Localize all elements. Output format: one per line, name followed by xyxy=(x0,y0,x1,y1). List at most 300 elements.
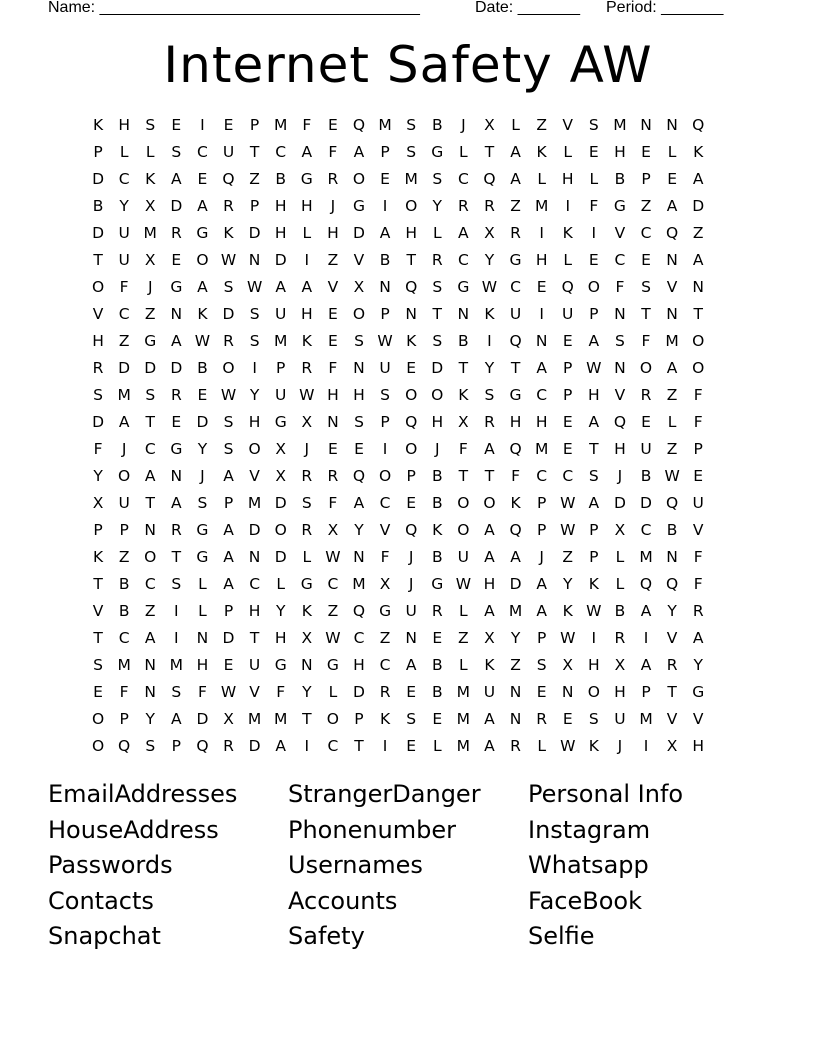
grid-letter: E xyxy=(327,332,338,350)
grid-letter: Y xyxy=(197,440,208,458)
grid-letter: A xyxy=(484,521,495,539)
grid-letter: A xyxy=(588,332,600,350)
grid-letter: R xyxy=(510,224,521,242)
grid-letter: N xyxy=(353,359,365,377)
grid-letter: S xyxy=(197,494,208,512)
grid-letter: H xyxy=(353,656,365,674)
grid-letter: U xyxy=(118,494,130,512)
grid-letter: E xyxy=(197,170,208,188)
date-field-label: Date: _______ xyxy=(475,0,580,16)
grid-letter: Y xyxy=(432,197,442,215)
grid-letter: V xyxy=(692,710,704,728)
grid-letter: O xyxy=(91,278,105,296)
grid-letter: M xyxy=(247,494,262,512)
grid-letter: E xyxy=(562,710,573,728)
grid-letter: D xyxy=(353,224,365,242)
grid-letter: B xyxy=(92,197,104,215)
grid-letter: P xyxy=(380,413,390,431)
grid-letter: L xyxy=(615,575,625,593)
grid-letter: S xyxy=(406,116,417,134)
grid-letter: H xyxy=(535,251,548,269)
grid-letter: K xyxy=(197,305,208,323)
grid-letter: U xyxy=(405,602,417,620)
grid-letter: K xyxy=(562,602,573,620)
grid-letter: U xyxy=(692,494,704,512)
grid-letter: B xyxy=(458,332,469,350)
grid-letter: L xyxy=(537,737,546,755)
grid-letter: Z xyxy=(458,629,469,647)
grid-letter: I xyxy=(200,116,205,134)
grid-letter: L xyxy=(145,143,155,161)
grid-letter: C xyxy=(457,170,469,188)
grid-letter: B xyxy=(275,170,287,188)
grid-letter: G xyxy=(274,413,287,431)
grid-letter: T xyxy=(249,143,260,161)
grid-letter: C xyxy=(327,575,339,593)
grid-letter: E xyxy=(223,656,234,674)
grid-letter: R xyxy=(484,413,495,431)
grid-letter: X xyxy=(327,521,339,539)
grid-letter: F xyxy=(693,548,703,566)
grid-letter: O xyxy=(639,359,653,377)
grid-letter: E xyxy=(197,386,208,404)
grid-letter: L xyxy=(119,143,129,161)
grid-letter: M xyxy=(117,386,131,404)
grid-letter: A xyxy=(379,224,391,242)
grid-letter: Q xyxy=(666,224,679,242)
grid-letter: F xyxy=(380,548,390,566)
grid-letter: D xyxy=(170,359,183,377)
word-list-item: Instagram xyxy=(528,815,651,844)
grid-letter: N xyxy=(144,683,157,701)
grid-letter: D xyxy=(274,548,287,566)
grid-letter: U xyxy=(457,548,470,566)
grid-letter: O xyxy=(91,710,105,728)
grid-letter: B xyxy=(379,251,391,269)
grid-letter: V xyxy=(614,386,626,404)
grid-letter: A xyxy=(353,143,365,161)
grid-letter: V xyxy=(353,251,365,269)
grid-letter: W xyxy=(586,359,602,377)
grid-letter: N xyxy=(405,305,417,323)
grid-letter: P xyxy=(589,521,599,539)
grid-letter: M xyxy=(456,683,471,701)
grid-letter: I xyxy=(382,737,388,755)
grid-letter: C xyxy=(353,629,365,647)
grid-letter: K xyxy=(693,143,704,161)
grid-letter: N xyxy=(692,278,704,296)
grid-letter: T xyxy=(510,359,521,377)
grid-letter: L xyxy=(328,683,338,701)
grid-letter: Y xyxy=(302,683,312,701)
grid-letter: P xyxy=(589,305,599,323)
grid-letter: O xyxy=(196,251,209,269)
grid-letter: W xyxy=(299,386,315,404)
grid-letter: H xyxy=(300,305,313,323)
name-field-label: Name: ____________________________________ xyxy=(48,0,420,16)
grid-letter: F xyxy=(328,494,338,512)
grid-letter: M xyxy=(534,197,549,215)
grid-letter: T xyxy=(145,494,155,512)
grid-letter: R xyxy=(223,737,234,755)
grid-letter: L xyxy=(563,251,573,269)
grid-letter: E xyxy=(171,251,182,269)
grid-letter: U xyxy=(118,224,130,242)
grid-letter: Y xyxy=(93,467,103,485)
grid-letter: Q xyxy=(196,737,209,755)
grid-letter: I xyxy=(382,440,388,458)
grid-letter: U xyxy=(248,656,261,674)
grid-letter: O xyxy=(326,710,339,728)
grid-letter: Q xyxy=(509,440,522,458)
grid-letter: E xyxy=(667,170,677,188)
grid-letter: F xyxy=(93,440,103,458)
word-list-item: Usernames xyxy=(288,851,423,880)
grid-letter: L xyxy=(302,548,312,566)
grid-letter: D xyxy=(222,305,235,323)
grid-letter: L xyxy=(459,602,468,620)
grid-letter: D xyxy=(222,629,235,647)
grid-letter: O xyxy=(378,467,392,485)
grid-letter: B xyxy=(614,170,626,188)
grid-letter: H xyxy=(483,575,496,593)
grid-letter: F xyxy=(693,413,703,431)
grid-letter: A xyxy=(484,737,495,755)
grid-letter: S xyxy=(223,413,234,431)
grid-letter: U xyxy=(640,440,652,458)
grid-letter: S xyxy=(588,116,599,134)
grid-letter: H xyxy=(300,197,313,215)
grid-letter: M xyxy=(456,737,471,755)
grid-letter: Z xyxy=(562,548,574,566)
grid-letter: F xyxy=(693,386,703,404)
grid-letter: N xyxy=(509,683,522,701)
grid-letter: A xyxy=(510,143,521,161)
grid-letter: I xyxy=(252,359,257,377)
grid-letter: R xyxy=(484,197,495,215)
grid-letter: Y xyxy=(249,386,260,404)
grid-letter: A xyxy=(144,629,156,647)
grid-letter: H xyxy=(92,332,104,350)
period-field-label: Period: _______ xyxy=(606,0,724,16)
grid-letter: R xyxy=(614,629,626,647)
grid-letter: H xyxy=(274,224,287,242)
grid-letter: C xyxy=(197,143,208,161)
grid-letter: S xyxy=(432,332,443,350)
grid-letter: R xyxy=(223,197,234,215)
grid-letter: W xyxy=(220,251,237,269)
grid-letter: A xyxy=(171,494,182,512)
grid-letter: D xyxy=(509,575,522,593)
grid-letter: W xyxy=(220,683,237,701)
grid-letter: W xyxy=(325,629,341,647)
grid-letter: W xyxy=(220,386,237,404)
grid-letter: E xyxy=(327,116,338,134)
grid-letter: O xyxy=(274,521,287,539)
grid-letter: E xyxy=(223,116,234,134)
grid-letter: S xyxy=(615,332,625,350)
grid-letter: J xyxy=(434,440,440,458)
grid-letter: O xyxy=(352,170,366,188)
grid-letter: L xyxy=(198,575,207,593)
grid-letter: H xyxy=(614,683,626,701)
word-list-item: EmailAddresses xyxy=(48,780,238,808)
grid-letter: N xyxy=(509,710,522,728)
grid-letter: W xyxy=(560,494,576,512)
grid-letter: R xyxy=(510,737,521,755)
grid-letter: R xyxy=(327,170,339,188)
grid-letter: G xyxy=(431,143,444,161)
grid-letter: K xyxy=(301,332,312,350)
grid-letter: D xyxy=(170,197,183,215)
grid-letter: E xyxy=(93,683,103,701)
grid-letter: Q xyxy=(222,170,235,188)
grid-letter: E xyxy=(406,359,417,377)
grid-letter: X xyxy=(223,710,234,728)
grid-letter: D xyxy=(92,170,105,188)
grid-letter: O xyxy=(692,332,705,350)
worksheet-header xyxy=(48,0,816,19)
grid-letter: T xyxy=(93,251,103,269)
grid-letter: S xyxy=(432,278,443,296)
grid-letter: W xyxy=(560,629,576,647)
word-list-item: Personal Info xyxy=(528,780,684,808)
grid-letter: X xyxy=(353,278,365,296)
grid-letter: A xyxy=(588,494,600,512)
grid-letter: Q xyxy=(666,494,679,512)
grid-letter: L xyxy=(615,548,625,566)
grid-letter: A xyxy=(223,575,234,593)
grid-letter: N xyxy=(170,305,183,323)
grid-letter: Y xyxy=(484,251,495,269)
grid-letter: K xyxy=(484,305,495,323)
grid-letter: O xyxy=(587,278,600,296)
grid-letter: N xyxy=(614,359,626,377)
grid-letter: Z xyxy=(692,224,704,242)
grid-letter: O xyxy=(248,440,261,458)
grid-letter: C xyxy=(457,251,469,269)
grid-letter: A xyxy=(536,359,547,377)
grid-letter: M xyxy=(508,602,523,620)
grid-letter: M xyxy=(274,116,288,134)
grid-letter: Q xyxy=(639,575,653,593)
grid-letter: W xyxy=(377,332,393,350)
grid-letter: G xyxy=(144,332,157,350)
grid-letter: M xyxy=(247,710,262,728)
grid-letter: E xyxy=(641,143,651,161)
grid-letter: G xyxy=(326,656,339,674)
grid-letter: C xyxy=(614,251,626,269)
grid-letter: P xyxy=(693,440,703,458)
word-list-item: StrangerDanger xyxy=(288,780,481,808)
grid-letter: F xyxy=(641,332,651,350)
grid-letter: A xyxy=(405,656,417,674)
grid-letter: H xyxy=(327,386,339,404)
grid-letter: K xyxy=(588,575,599,593)
grid-letter: N xyxy=(666,305,678,323)
grid-letter: Y xyxy=(510,629,521,647)
grid-letter: B xyxy=(431,656,443,674)
grid-letter: U xyxy=(483,683,496,701)
grid-letter: R xyxy=(301,467,313,485)
grid-letter: M xyxy=(613,116,627,134)
grid-letter: E xyxy=(641,251,651,269)
word-search-grid xyxy=(85,112,711,760)
grid-letter: W xyxy=(246,278,263,296)
grid-letter: F xyxy=(693,575,703,593)
grid-letter: G xyxy=(300,575,313,593)
grid-letter: G xyxy=(274,656,287,674)
word-list-item: Passwords xyxy=(48,851,173,880)
grid-letter: M xyxy=(352,575,366,593)
grid-letter: P xyxy=(119,710,129,728)
grid-letter: B xyxy=(118,575,130,593)
grid-letter: O xyxy=(144,548,157,566)
grid-letter: G xyxy=(196,548,209,566)
grid-letter: Q xyxy=(352,602,366,620)
grid-letter: I xyxy=(643,629,649,647)
grid-letter: D xyxy=(196,413,209,431)
grid-letter: V xyxy=(92,602,104,620)
grid-letter: X xyxy=(92,494,104,512)
grid-letter: O xyxy=(431,386,444,404)
grid-letter: D xyxy=(92,224,105,242)
grid-letter: M xyxy=(404,170,418,188)
grid-letter: A xyxy=(171,332,182,350)
grid-letter: R xyxy=(640,386,652,404)
grid-letter: E xyxy=(171,413,182,431)
grid-letter: R xyxy=(536,710,548,728)
word-list-item: Snapchat xyxy=(48,922,161,951)
grid-letter: Q xyxy=(666,575,679,593)
grid-letter: S xyxy=(145,116,156,134)
grid-letter: X xyxy=(484,629,495,647)
grid-letter: Q xyxy=(118,737,131,755)
grid-letter: Z xyxy=(379,629,391,647)
grid-letter: F xyxy=(276,683,286,701)
grid-letter: L xyxy=(432,737,442,755)
grid-letter: C xyxy=(536,467,548,485)
grid-letter: A xyxy=(223,521,234,539)
grid-letter: A xyxy=(484,440,495,458)
grid-letter: P xyxy=(249,197,260,215)
grid-letter: W xyxy=(560,737,576,755)
grid-letter: K xyxy=(562,224,573,242)
grid-letter: A xyxy=(536,575,547,593)
grid-letter: H xyxy=(431,413,444,431)
grid-letter: R xyxy=(301,521,313,539)
grid-letter: A xyxy=(275,737,286,755)
grid-letter: D xyxy=(274,251,287,269)
grid-letter: G xyxy=(509,386,522,404)
grid-letter: C xyxy=(118,629,130,647)
grid-letter: X xyxy=(484,116,495,134)
grid-letter: P xyxy=(380,305,390,323)
grid-letter: A xyxy=(484,710,495,728)
grid-letter: N xyxy=(170,467,183,485)
grid-letter: H xyxy=(248,602,261,620)
grid-letter: E xyxy=(536,278,547,296)
grid-letter: F xyxy=(615,278,625,296)
grid-letter: I xyxy=(591,629,597,647)
grid-letter: B xyxy=(118,602,130,620)
grid-letter: X xyxy=(614,656,626,674)
grid-letter: W xyxy=(194,332,211,350)
grid-letter: H xyxy=(405,224,417,242)
grid-letter: N xyxy=(640,116,652,134)
grid-letter: F xyxy=(302,116,312,134)
grid-letter: X xyxy=(484,224,495,242)
grid-letter: R xyxy=(170,521,182,539)
grid-letter: Z xyxy=(510,197,521,215)
grid-letter: O xyxy=(405,386,418,404)
grid-letter: T xyxy=(484,467,495,485)
grid-letter: I xyxy=(382,197,388,215)
grid-letter: D xyxy=(248,224,261,242)
grid-letter: U xyxy=(379,359,391,377)
grid-letter: C xyxy=(510,278,521,296)
grid-letter: D xyxy=(274,494,287,512)
grid-letter: T xyxy=(667,683,677,701)
grid-letter: M xyxy=(456,710,471,728)
grid-letter: T xyxy=(432,305,442,323)
grid-letter: R xyxy=(170,224,182,242)
grid-letter: A xyxy=(353,494,365,512)
grid-letter: L xyxy=(667,413,677,431)
grid-letter: M xyxy=(169,656,184,674)
grid-letter: T xyxy=(458,359,469,377)
grid-letter: R xyxy=(92,359,104,377)
grid-letter: W xyxy=(586,602,602,620)
grid-letter: L xyxy=(537,170,546,188)
grid-letter: D xyxy=(92,413,105,431)
grid-letter: G xyxy=(170,440,183,458)
grid-letter: W xyxy=(664,467,680,485)
grid-letter: R xyxy=(223,332,234,350)
grid-letter: D xyxy=(144,359,157,377)
word-list-item: Contacts xyxy=(48,886,154,915)
grid-letter: R xyxy=(379,683,391,701)
grid-letter: E xyxy=(641,413,651,431)
grid-letter: G xyxy=(692,683,705,701)
grid-letter: U xyxy=(118,251,130,269)
grid-letter: A xyxy=(588,413,600,431)
grid-letter: Z xyxy=(249,170,260,188)
grid-letter: N xyxy=(144,521,157,539)
grid-letter: R xyxy=(692,602,704,620)
grid-letter: S xyxy=(354,332,364,350)
grid-letter: S xyxy=(406,143,417,161)
grid-letter: G xyxy=(196,521,209,539)
grid-letter: J xyxy=(200,467,205,485)
grid-letter: N xyxy=(666,116,678,134)
grid-letter: F xyxy=(458,440,468,458)
grid-letter: C xyxy=(536,386,548,404)
grid-letter: N xyxy=(666,548,678,566)
grid-letter: D xyxy=(613,494,626,512)
grid-letter: H xyxy=(509,413,522,431)
grid-letter: A xyxy=(510,548,521,566)
grid-letter: A xyxy=(458,224,469,242)
grid-letter: T xyxy=(354,737,364,755)
grid-letter: V xyxy=(249,467,260,485)
grid-letter: Y xyxy=(119,197,129,215)
grid-letter: Z xyxy=(327,251,339,269)
grid-letter: T xyxy=(641,305,651,323)
grid-letter: M xyxy=(274,332,288,350)
grid-letter: M xyxy=(274,710,288,728)
grid-letter: M xyxy=(534,440,549,458)
